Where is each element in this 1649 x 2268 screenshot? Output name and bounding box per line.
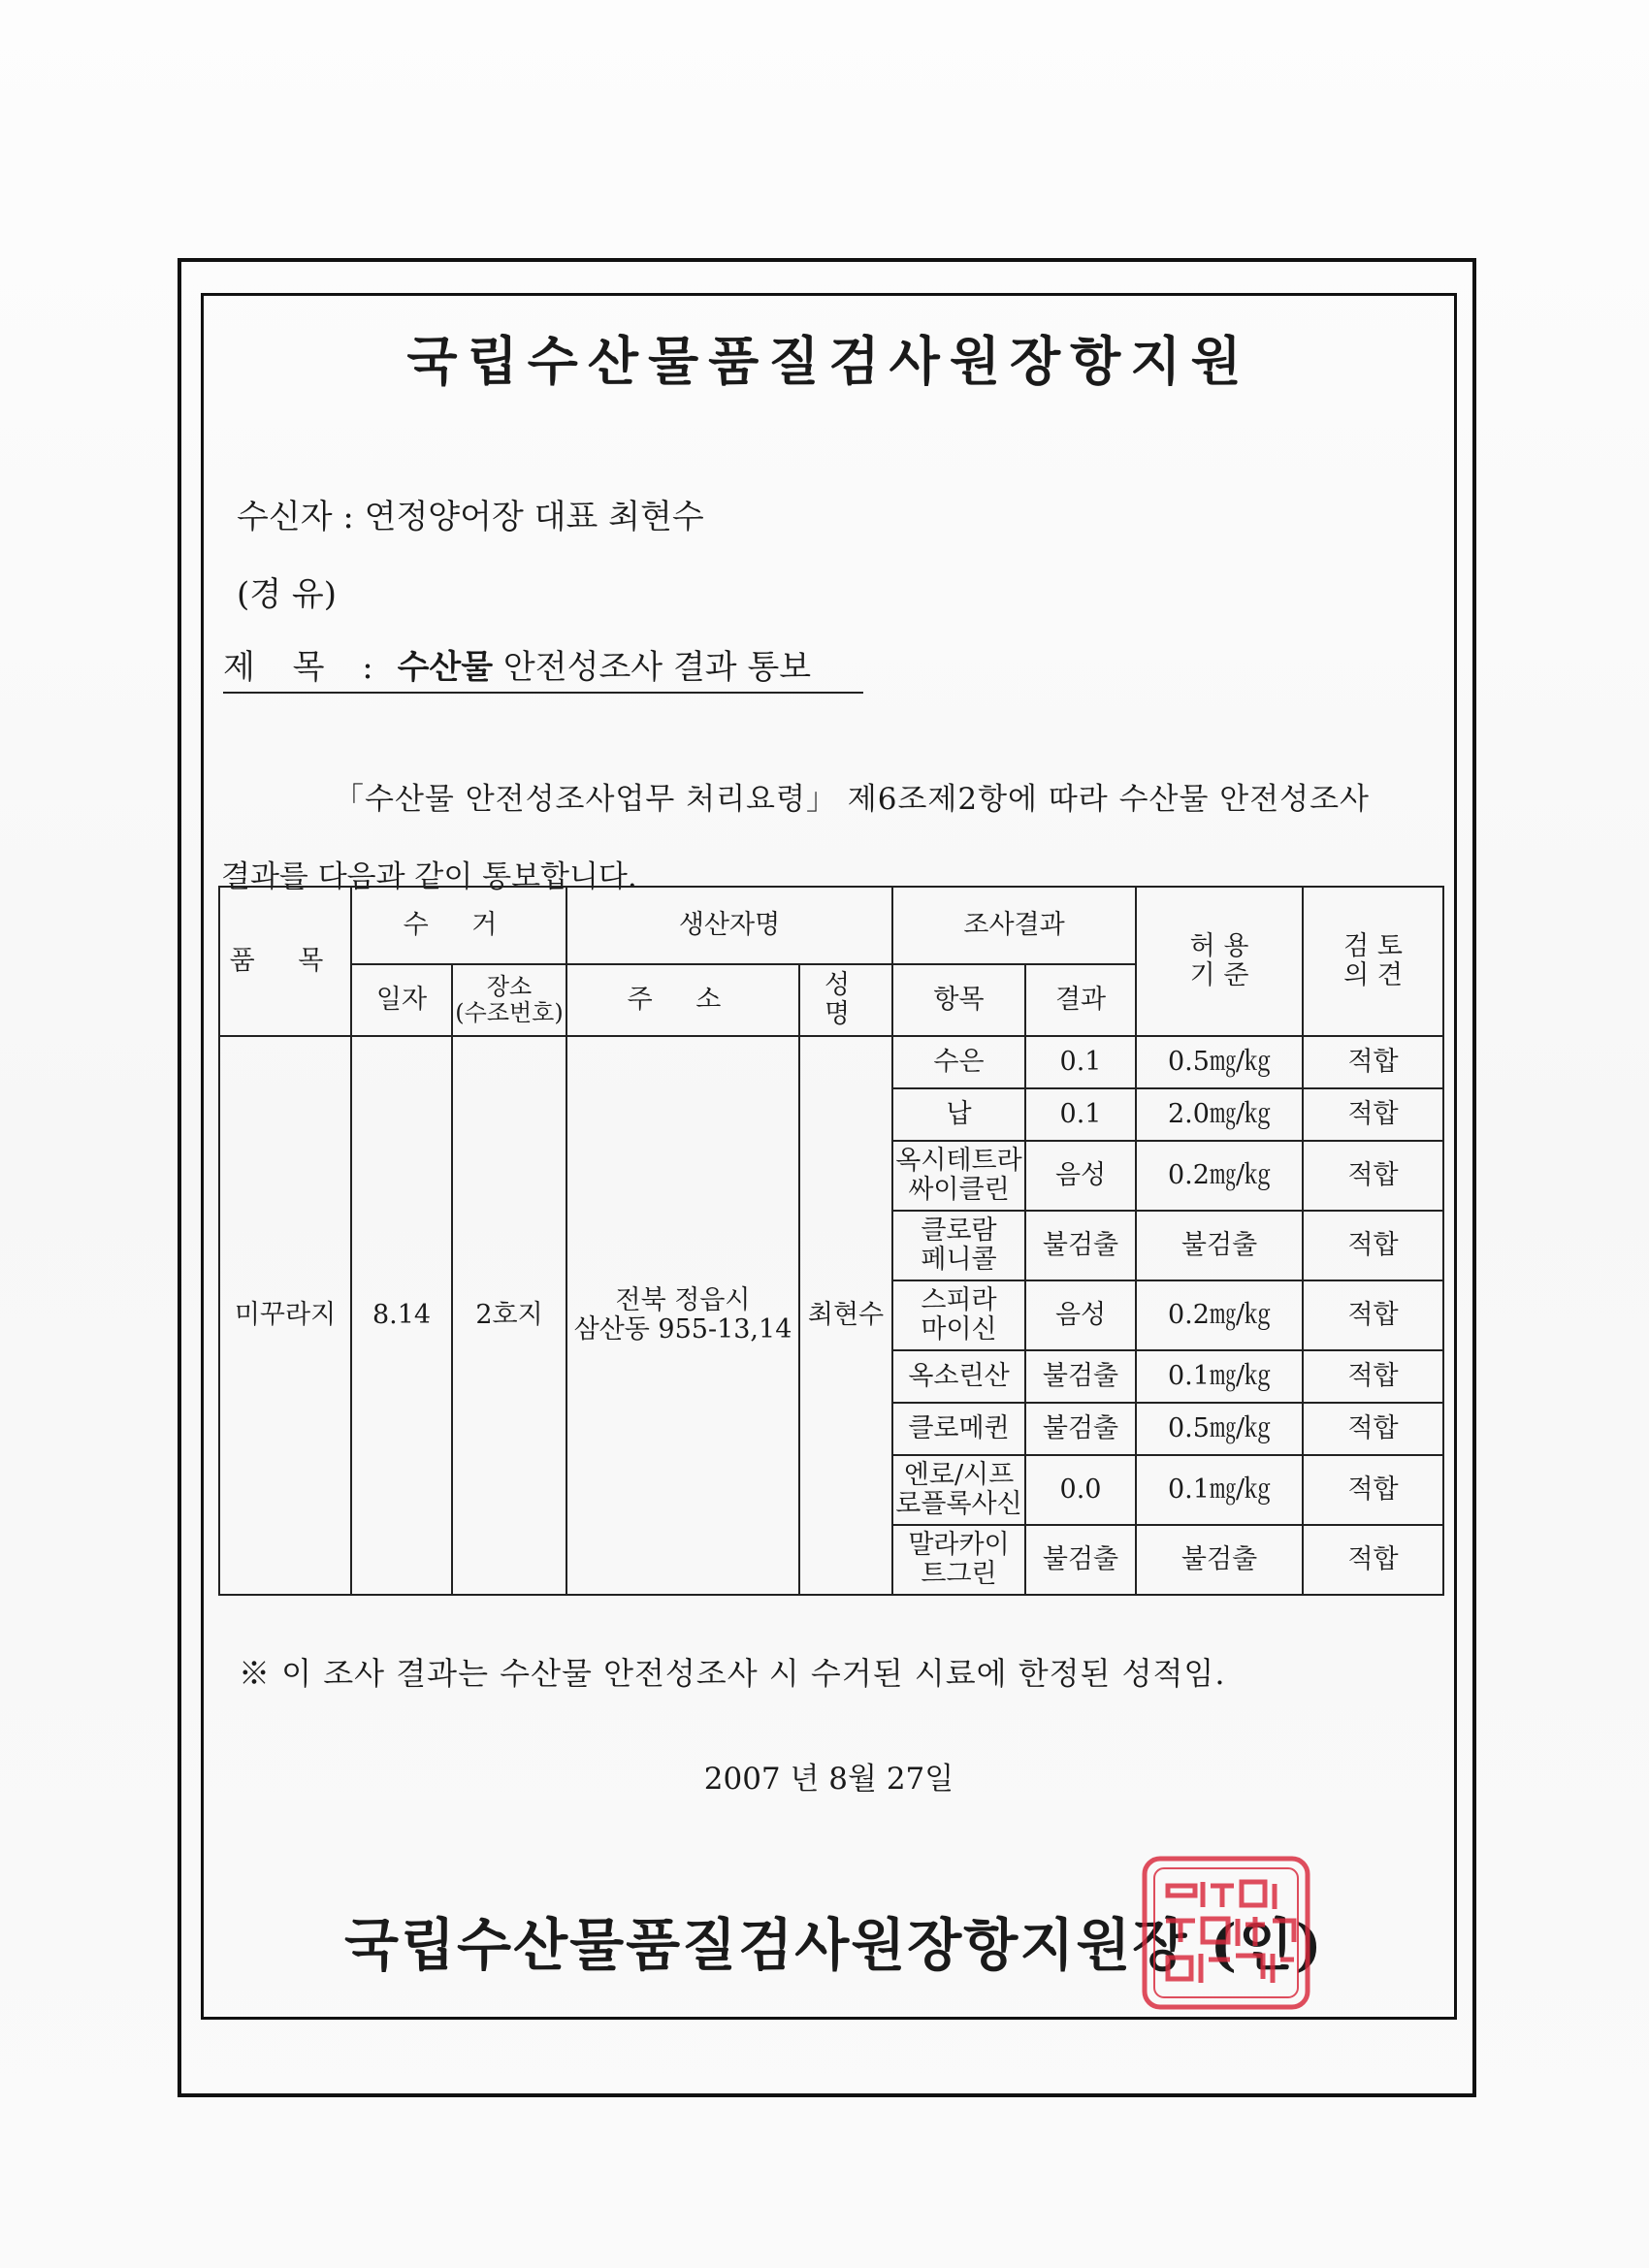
header-survey-item: 항목 — [892, 964, 1025, 1036]
cell-name: 최현수 — [799, 1036, 892, 1595]
cell-opinion: 적합 — [1303, 1403, 1443, 1455]
subject-rest: 안전성조사 결과 통보 — [493, 648, 812, 687]
cell-product: 미꾸라지 — [219, 1036, 351, 1595]
header-review: 검 토 의 견 — [1303, 887, 1443, 1036]
cell-standard: 0.5㎎/㎏ — [1136, 1036, 1303, 1088]
cell-date: 8.14 — [351, 1036, 452, 1595]
cell-standard: 불검출 — [1136, 1211, 1303, 1280]
header-standard: 허 용 기 준 — [1136, 887, 1303, 1036]
via-line: (경 유) — [237, 575, 338, 614]
signature-line: 국립수산물품질검사원장항지원장 (인) — [344, 1912, 1324, 1978]
cell-test-item: 수은 — [892, 1036, 1025, 1088]
issue-date: 2007 년 8월 27일 — [703, 1762, 954, 1797]
cell-test-result: 0.0 — [1025, 1455, 1136, 1525]
cell-test-result: 음성 — [1025, 1280, 1136, 1350]
intro-paragraph-line2: 결과를 다음과 같이 통보합니다. — [221, 859, 637, 894]
cell-test-item: 스피라 마이신 — [892, 1280, 1025, 1350]
cell-test-item: 클로람 페니콜 — [892, 1211, 1025, 1280]
cell-test-result: 불검출 — [1025, 1525, 1136, 1595]
cell-test-item: 엔로/시프 로플록사신 — [892, 1455, 1025, 1525]
header-place: 장소 (수조번호) — [452, 964, 566, 1036]
cell-standard: 0.1㎎/㎏ — [1136, 1350, 1303, 1403]
subject-bold: 수산물 — [397, 648, 494, 687]
cell-test-result: 음성 — [1025, 1141, 1136, 1211]
document-title: 국립수산물품질검사원장항지원 — [406, 330, 1251, 392]
cell-opinion: 적합 — [1303, 1036, 1443, 1088]
subject-line — [223, 640, 863, 694]
cell-standard: 0.2㎎/㎏ — [1136, 1141, 1303, 1211]
results-table — [218, 886, 1444, 1596]
cell-opinion: 적합 — [1303, 1211, 1443, 1280]
disclaimer-note: ※ 이 조사 결과는 수산물 안전성조사 시 수거된 시료에 한정된 성적임. — [239, 1655, 1226, 1692]
cell-test-result: 0.1 — [1025, 1036, 1136, 1088]
subject-label: 제 목 : — [223, 648, 387, 687]
header-survey: 조사결과 — [892, 887, 1136, 964]
header-name: 성 명 — [799, 964, 892, 1036]
cell-opinion: 적합 — [1303, 1088, 1443, 1141]
cell-test-result: 불검출 — [1025, 1403, 1136, 1455]
header-address: 주 소 — [566, 964, 799, 1036]
cell-test-result: 0.1 — [1025, 1088, 1136, 1141]
cell-standard: 0.2㎎/㎏ — [1136, 1280, 1303, 1350]
cell-opinion: 적합 — [1303, 1280, 1443, 1350]
cell-test-result: 불검출 — [1025, 1350, 1136, 1403]
intro-paragraph-line1: 「수산물 안전성조사업무 처리요령」 제6조제2항에 따라 수산물 안전성조사 — [334, 782, 1371, 817]
cell-test-item: 말라카이 트그린 — [892, 1525, 1025, 1595]
cell-opinion: 적합 — [1303, 1525, 1443, 1595]
cell-standard: 0.5㎎/㎏ — [1136, 1403, 1303, 1455]
header-collection: 수 거 — [351, 887, 566, 964]
cell-test-item: 옥소린산 — [892, 1350, 1025, 1403]
official-seal-stamp — [1139, 1853, 1313, 2013]
cell-standard: 2.0㎎/㎏ — [1136, 1088, 1303, 1141]
cell-opinion: 적합 — [1303, 1141, 1443, 1211]
cell-test-item: 옥시테트라 싸이클린 — [892, 1141, 1025, 1211]
cell-opinion: 적합 — [1303, 1350, 1443, 1403]
header-survey-result: 결과 — [1025, 964, 1136, 1036]
cell-standard: 0.1㎎/㎏ — [1136, 1455, 1303, 1525]
header-date: 일자 — [351, 964, 452, 1036]
cell-test-item: 납 — [892, 1088, 1025, 1141]
header-item: 품 목 — [219, 887, 351, 1036]
cell-test-result: 불검출 — [1025, 1211, 1136, 1280]
header-producer: 생산자명 — [566, 887, 892, 964]
cell-address: 전북 정읍시 삼산동 955-13,14 — [566, 1036, 799, 1595]
recipient-line: 수신자 : 연정양어장 대표 최현수 — [237, 498, 704, 536]
cell-opinion: 적합 — [1303, 1455, 1443, 1525]
cell-test-item: 클로메퀸 — [892, 1403, 1025, 1455]
cell-place: 2호지 — [452, 1036, 566, 1595]
cell-standard: 불검출 — [1136, 1525, 1303, 1595]
